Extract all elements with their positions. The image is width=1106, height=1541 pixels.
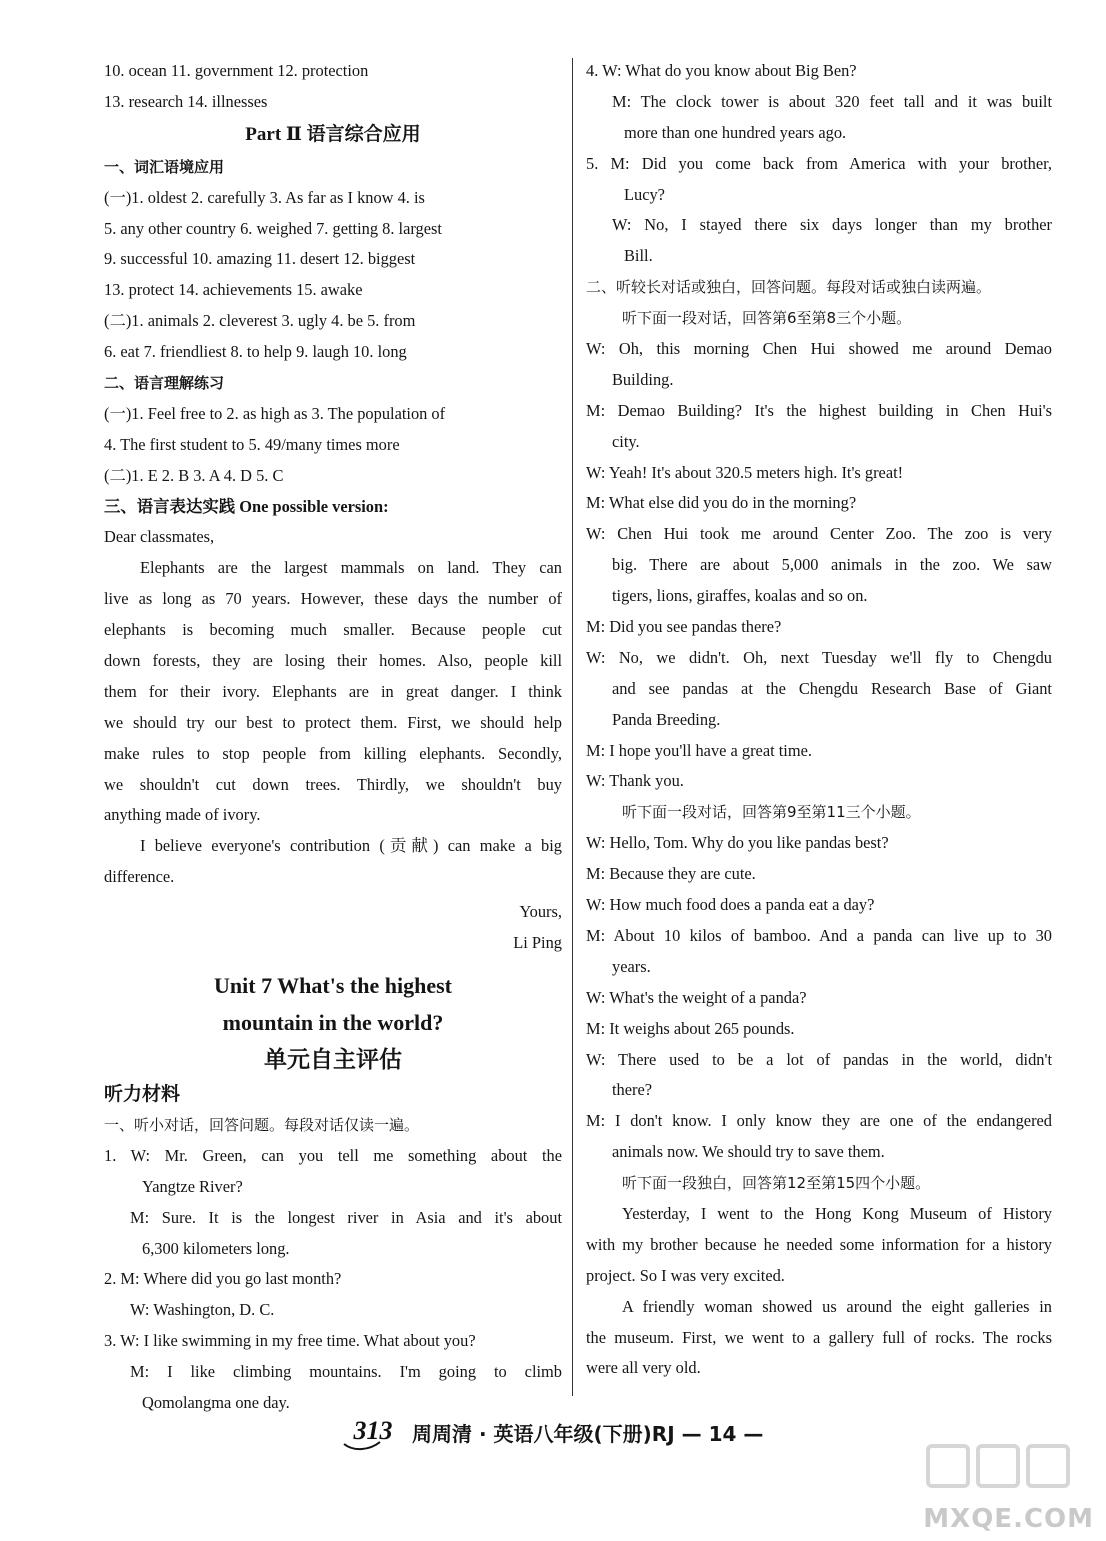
left-column-line: 2. M: Where did you go last month? (104, 1269, 342, 1289)
left-column-line: mountain in the world? (222, 1009, 444, 1035)
left-column-line: Unit 7 What's the highest (214, 972, 452, 998)
left-column-line: 听力材料 (104, 1082, 181, 1105)
left-column-line: 二、语言理解练习 (104, 374, 225, 393)
right-column-line: project. So I was very excited. (586, 1265, 785, 1285)
right-column-line: more than one hundred years ago. (624, 122, 847, 142)
right-column-line: W: No, we didn't. Oh, next Tuesday we'll fly to Chengdu (586, 647, 1052, 667)
right-column-line: M: Because they are cute. (586, 864, 756, 884)
right-column (586, 56, 1052, 1384)
right-column-line: Yesterday, I went to the Hong Kong Museum of History (622, 1203, 1052, 1223)
left-column-line: (一)1. Feel free to 2. as high as 3. The population of (104, 403, 446, 423)
right-column-line: M: What else did you do in the morning? (586, 493, 857, 513)
right-column-line: city. (612, 431, 640, 451)
right-column-line: there? (612, 1080, 653, 1100)
right-column-line: big. There are about 5,000 animals in the zoo. We saw (612, 555, 1052, 575)
right-column-line: with my brother because he needed some information for a history (586, 1234, 1052, 1254)
footer-text: 周周清 · 英语八年级(下册)RJ — 14 — (412, 1422, 764, 1446)
right-column-line: the museum. First, we went to a gallery full of rocks. The rocks (586, 1327, 1052, 1347)
left-column-line: (一)1. oldest 2. carefully 3. As far as I know 4. is (104, 187, 425, 207)
right-column-line: years. (612, 956, 651, 976)
column-divider (572, 58, 573, 1396)
right-column-line: A friendly woman showed us around the eight galleries in (622, 1296, 1052, 1316)
left-column-line: Qomolangma one day. (142, 1392, 290, 1412)
right-column-line: M: Did you see pandas there? (586, 617, 782, 637)
left-column-line: Yours, (519, 902, 562, 922)
left-column-line: 3. W: I like swimming in my free time. What about you? (104, 1331, 476, 1351)
right-column-line: 二、听较长对话或独白，回答问题。每段对话或独白读两遍。 (586, 278, 992, 297)
left-column-line: 单元自主评估 (264, 1046, 402, 1073)
left-column-line: (二)1. animals 2. cleverest 3. ugly 4. be 5. from (104, 311, 416, 331)
right-column-line: M: It weighs about 265 pounds. (586, 1018, 795, 1038)
left-column (104, 56, 562, 1419)
left-column-line: 9. successful 10. amazing 11. desert 12. biggest (104, 249, 416, 269)
left-column-line: Elephants are the largest mammals on land. They can (140, 558, 562, 578)
left-column-line: 三、语言表达实践 One possible version: (104, 496, 389, 516)
left-column-line: 6. eat 7. friendliest 8. to help 9. laugh 10. long (104, 342, 407, 362)
left-column-line: down forests, they are losing their homes. Also, people kill (104, 651, 562, 671)
watermark-text: MXQE.COM (923, 1504, 1094, 1534)
right-column-line: and see pandas at the Chengdu Research Base of Giant (612, 678, 1052, 698)
right-column-line: W: Oh, this morning Chen Hui showed me around Demao (586, 339, 1052, 359)
right-column-line: M: I hope you'll have a great time. (586, 740, 812, 760)
left-column-line: (二)1. E 2. B 3. A 4. D 5. C (104, 465, 284, 485)
left-column-line: 13. protect 14. achievements 15. awake (104, 280, 363, 300)
left-column-line: them for their ivory. Elephants are in great danger. I think (104, 681, 562, 701)
right-column-line: W: There used to be a lot of pandas in the world, didn't (586, 1049, 1052, 1069)
left-column-line: M: I like climbing mountains. I'm going to climb (130, 1362, 562, 1382)
left-column-line: 一、听小对话，回答问题。每段对话仅读一遍。 (104, 1115, 420, 1134)
left-column-line: M: Sure. It is the longest river in Asia and it's about (130, 1207, 562, 1227)
left-column-line: Yangtze River? (142, 1176, 243, 1196)
right-column-line: animals now. We should try to save them. (612, 1142, 885, 1162)
left-column-line: W: Washington, D. C. (130, 1300, 275, 1320)
left-column-line: we should try our best to protect them. First, we should help (104, 712, 562, 732)
left-column-line: 10. ocean 11. government 12. protection (104, 61, 369, 80)
page-footer (340, 1412, 820, 1456)
left-column-line: anything made of ivory. (104, 805, 261, 825)
right-column-line: M: Demao Building? It's the highest building in Chen Hui's (586, 400, 1052, 420)
right-column-line: W: Thank you. (586, 771, 684, 791)
left-column-line: Part Ⅱ 语言综合应用 (245, 123, 421, 145)
publisher-logo-icon (340, 1412, 406, 1452)
left-column-line: Li Ping (513, 933, 562, 953)
left-column-line: elephants is becoming much smaller. Because people cut (104, 620, 562, 640)
logo-text: 313 (353, 1416, 393, 1445)
right-column-line: were all very old. (586, 1358, 701, 1378)
right-column-line: 5. M: Did you come back from America with your brother, (586, 153, 1052, 173)
left-column-line: make rules to stop people from killing elephants. Secondly, (104, 743, 562, 763)
left-column-line: 一、词汇语境应用 (104, 157, 225, 176)
right-column-line: W: How much food does a panda eat a day? (586, 895, 875, 915)
left-column-line: live as long as 70 years. However, these days the number of (104, 589, 562, 609)
right-column-line: tigers, lions, giraffes, koalas and so on. (612, 586, 868, 606)
right-column-line: 听下面一段独白，回答第12至第15四个小题。 (622, 1174, 931, 1193)
right-column-line: W: What's the weight of a panda? (586, 987, 807, 1007)
right-column-line: Panda Breeding. (612, 709, 721, 729)
right-column-line: W: Hello, Tom. Why do you like pandas best? (586, 833, 889, 853)
right-column-line: W: No, I stayed there six days longer than my brother (612, 215, 1052, 235)
right-column-line: M: About 10 kilos of bamboo. And a panda can live up to 30 (586, 925, 1052, 945)
left-column-line: Dear classmates, (104, 527, 215, 547)
left-column-line: 13. research 14. illnesses (104, 91, 268, 111)
right-column-line: Bill. (624, 246, 653, 266)
right-column-line: 听下面一段对话，回答第9至第11三个小题。 (622, 803, 921, 822)
right-column-line: Lucy? (624, 184, 665, 204)
watermark (900, 1440, 1100, 1536)
right-column-line: Building. (612, 369, 674, 389)
left-column-line: we shouldn't cut down trees. Thirdly, we shouldn't buy (104, 774, 562, 794)
right-column-line: M: The clock tower is about 320 feet tall and it was built (612, 91, 1052, 111)
left-column-line: I believe everyone's contribution (贡献) can make a big (140, 836, 562, 856)
right-column-line: 4. W: What do you know about Big Ben? (586, 61, 857, 80)
left-column-line: 5. any other country 6. weighed 7. getting 8. largest (104, 218, 442, 238)
right-column-line: W: Yeah! It's about 320.5 meters high. It's great! (586, 462, 904, 482)
left-column-line: 6,300 kilometers long. (142, 1238, 290, 1258)
right-column-line: 听下面一段对话，回答第6至第8三个小题。 (622, 309, 912, 328)
left-column-line: difference. (104, 867, 175, 887)
left-column-line: 4. The first student to 5. 49/many times more (104, 434, 400, 454)
left-column-line: 1. W: Mr. Green, can you tell me something about the (104, 1145, 562, 1165)
right-column-line: M: I don't know. I only know they are one of the endangered (586, 1111, 1052, 1131)
right-column-line: W: Chen Hui took me around Center Zoo. The zoo is very (586, 524, 1052, 544)
